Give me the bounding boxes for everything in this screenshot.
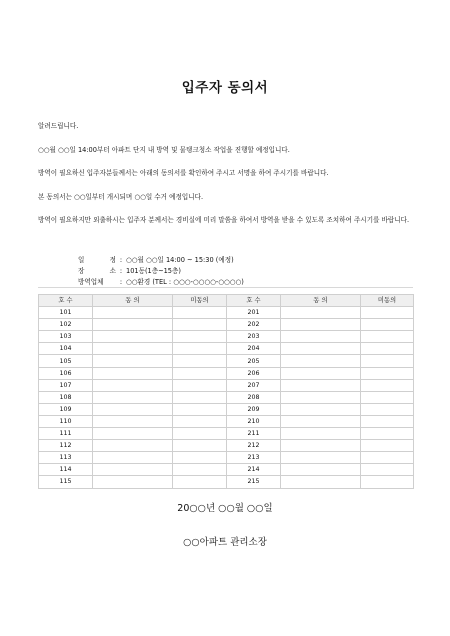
table-row bbox=[39, 307, 414, 319]
table-row bbox=[39, 331, 414, 343]
disagree-cell bbox=[361, 331, 414, 343]
unit-cell: 202 bbox=[227, 319, 281, 331]
unit-cell: 205 bbox=[227, 355, 281, 367]
disagree-cell bbox=[173, 391, 227, 403]
disagree-cell bbox=[173, 319, 227, 331]
unit-cell: 108 bbox=[39, 391, 93, 403]
agree-cell bbox=[93, 428, 173, 440]
unit-cell: 208 bbox=[227, 391, 281, 403]
table-row bbox=[39, 355, 414, 367]
unit-cell: 111 bbox=[39, 428, 93, 440]
info-value: 101동(1층~15층) bbox=[126, 267, 181, 275]
paragraph-notice: 알려드립니다. bbox=[38, 122, 79, 130]
disagree-cell bbox=[173, 355, 227, 367]
agree-cell bbox=[281, 331, 361, 343]
paragraph-schedule: ○○월 ○○일 14:00부터 아파트 단지 내 방역 및 물탱크청소 작업을 진행할 예정입니다. bbox=[38, 146, 290, 154]
disagree-cell bbox=[361, 428, 414, 440]
unit-cell: 110 bbox=[39, 415, 93, 427]
disagree-cell bbox=[361, 379, 414, 391]
agree-cell bbox=[281, 440, 361, 452]
agree-cell bbox=[93, 355, 173, 367]
unit-cell: 115 bbox=[39, 476, 93, 488]
unit-cell: 104 bbox=[39, 343, 93, 355]
agree-cell bbox=[281, 415, 361, 427]
agree-cell bbox=[93, 319, 173, 331]
disagree-cell bbox=[173, 403, 227, 415]
table-header-row bbox=[39, 295, 414, 307]
unit-cell: 102 bbox=[39, 319, 93, 331]
agree-cell bbox=[93, 391, 173, 403]
agree-cell bbox=[93, 415, 173, 427]
agree-cell bbox=[281, 403, 361, 415]
table-row bbox=[39, 452, 414, 464]
agree-cell bbox=[281, 391, 361, 403]
agree-cell bbox=[93, 476, 173, 488]
agree-cell bbox=[93, 307, 173, 319]
disagree-cell bbox=[361, 440, 414, 452]
agree-cell bbox=[281, 319, 361, 331]
agree-cell bbox=[281, 379, 361, 391]
table-row bbox=[39, 379, 414, 391]
unit-cell: 210 bbox=[227, 415, 281, 427]
disagree-cell bbox=[361, 464, 414, 476]
disagree-cell bbox=[173, 440, 227, 452]
info-value: ○○환경 (TEL : ○○○-○○○○-○○○○) bbox=[126, 278, 244, 286]
unit-cell: 206 bbox=[227, 367, 281, 379]
agree-cell bbox=[93, 379, 173, 391]
agree-cell bbox=[93, 452, 173, 464]
agree-cell bbox=[93, 403, 173, 415]
disagree-cell bbox=[361, 343, 414, 355]
table-row bbox=[39, 367, 414, 379]
header-agree: 동 의 bbox=[281, 295, 361, 307]
agree-cell bbox=[281, 428, 361, 440]
document-title: 입주자 동의서 bbox=[181, 80, 269, 96]
table-row bbox=[39, 415, 414, 427]
disagree-cell bbox=[361, 319, 414, 331]
info-label: 일 정 bbox=[78, 256, 116, 264]
agree-cell bbox=[281, 355, 361, 367]
unit-cell: 214 bbox=[227, 464, 281, 476]
signature-line: ○○아파트 관리소장 bbox=[183, 537, 267, 548]
disagree-cell bbox=[361, 476, 414, 488]
header-unit: 호 수 bbox=[39, 295, 93, 307]
consent-table bbox=[38, 294, 414, 489]
divider-line bbox=[38, 287, 413, 288]
unit-cell: 113 bbox=[39, 452, 93, 464]
info-colon: : bbox=[119, 267, 123, 275]
disagree-cell bbox=[361, 307, 414, 319]
info-row-location bbox=[78, 266, 244, 277]
disagree-cell bbox=[173, 331, 227, 343]
unit-cell: 114 bbox=[39, 464, 93, 476]
disagree-cell bbox=[361, 415, 414, 427]
unit-cell: 106 bbox=[39, 367, 93, 379]
disagree-cell bbox=[173, 428, 227, 440]
disagree-cell bbox=[361, 403, 414, 415]
disagree-cell bbox=[173, 307, 227, 319]
unit-cell: 109 bbox=[39, 403, 93, 415]
date-line: 20○○년 ○○월 ○○일 bbox=[177, 503, 273, 514]
table-body bbox=[39, 307, 414, 488]
unit-cell: 203 bbox=[227, 331, 281, 343]
disagree-cell bbox=[173, 464, 227, 476]
header-unit: 호 수 bbox=[227, 295, 281, 307]
table-row bbox=[39, 464, 414, 476]
agree-cell bbox=[281, 464, 361, 476]
info-row-schedule bbox=[78, 255, 244, 266]
info-label: 방역업체 bbox=[78, 278, 104, 286]
disagree-cell bbox=[173, 379, 227, 391]
table-row bbox=[39, 476, 414, 488]
agree-cell bbox=[93, 331, 173, 343]
agree-cell bbox=[281, 307, 361, 319]
disagree-cell bbox=[173, 415, 227, 427]
disagree-cell bbox=[173, 476, 227, 488]
unit-cell: 209 bbox=[227, 403, 281, 415]
unit-cell: 204 bbox=[227, 343, 281, 355]
unit-cell: 207 bbox=[227, 379, 281, 391]
agree-cell bbox=[281, 476, 361, 488]
table-row bbox=[39, 440, 414, 452]
agree-cell bbox=[93, 464, 173, 476]
info-colon: : bbox=[119, 256, 123, 264]
info-label: 장 소 bbox=[78, 267, 116, 275]
disagree-cell bbox=[173, 452, 227, 464]
disagree-cell bbox=[173, 343, 227, 355]
agree-cell bbox=[93, 343, 173, 355]
info-colon: : bbox=[119, 278, 123, 286]
unit-cell: 211 bbox=[227, 428, 281, 440]
info-block bbox=[78, 255, 244, 288]
table-row bbox=[39, 403, 414, 415]
table-row bbox=[39, 391, 414, 403]
disagree-cell bbox=[361, 355, 414, 367]
paragraph-request: 방역이 필요하신 입주자분들께서는 아래의 동의서를 확인하여 주시고 서명을 하여 주시기를 바랍니다. bbox=[38, 169, 329, 177]
header-disagree: 미동의 bbox=[173, 295, 227, 307]
paragraph-absence: 방역이 필요하지만 외출하시는 입주자 분께서는 경비실에 미리 말씀을 하여서 방역을 받을 수 있도록 조치하여 주시기를 바랍니다. bbox=[38, 216, 410, 224]
agree-cell bbox=[93, 440, 173, 452]
unit-cell: 105 bbox=[39, 355, 93, 367]
header-disagree: 미동의 bbox=[361, 295, 414, 307]
paragraph-collection: 본 동의서는 ○○일부터 개시되며 ○○일 수거 예정입니다. bbox=[38, 193, 204, 201]
agree-cell bbox=[281, 343, 361, 355]
table-row bbox=[39, 343, 414, 355]
disagree-cell bbox=[361, 452, 414, 464]
unit-cell: 215 bbox=[227, 476, 281, 488]
disagree-cell bbox=[361, 367, 414, 379]
unit-cell: 213 bbox=[227, 452, 281, 464]
info-value: ○○월 ○○일 14:00 ~ 15:30 (예정) bbox=[126, 256, 234, 264]
unit-cell: 101 bbox=[39, 307, 93, 319]
unit-cell: 212 bbox=[227, 440, 281, 452]
table-row bbox=[39, 319, 414, 331]
agree-cell bbox=[93, 367, 173, 379]
unit-cell: 107 bbox=[39, 379, 93, 391]
disagree-cell bbox=[361, 391, 414, 403]
table-row bbox=[39, 428, 414, 440]
unit-cell: 201 bbox=[227, 307, 281, 319]
agree-cell bbox=[281, 452, 361, 464]
unit-cell: 112 bbox=[39, 440, 93, 452]
agree-cell bbox=[281, 367, 361, 379]
header-agree: 동 의 bbox=[93, 295, 173, 307]
unit-cell: 103 bbox=[39, 331, 93, 343]
disagree-cell bbox=[173, 367, 227, 379]
